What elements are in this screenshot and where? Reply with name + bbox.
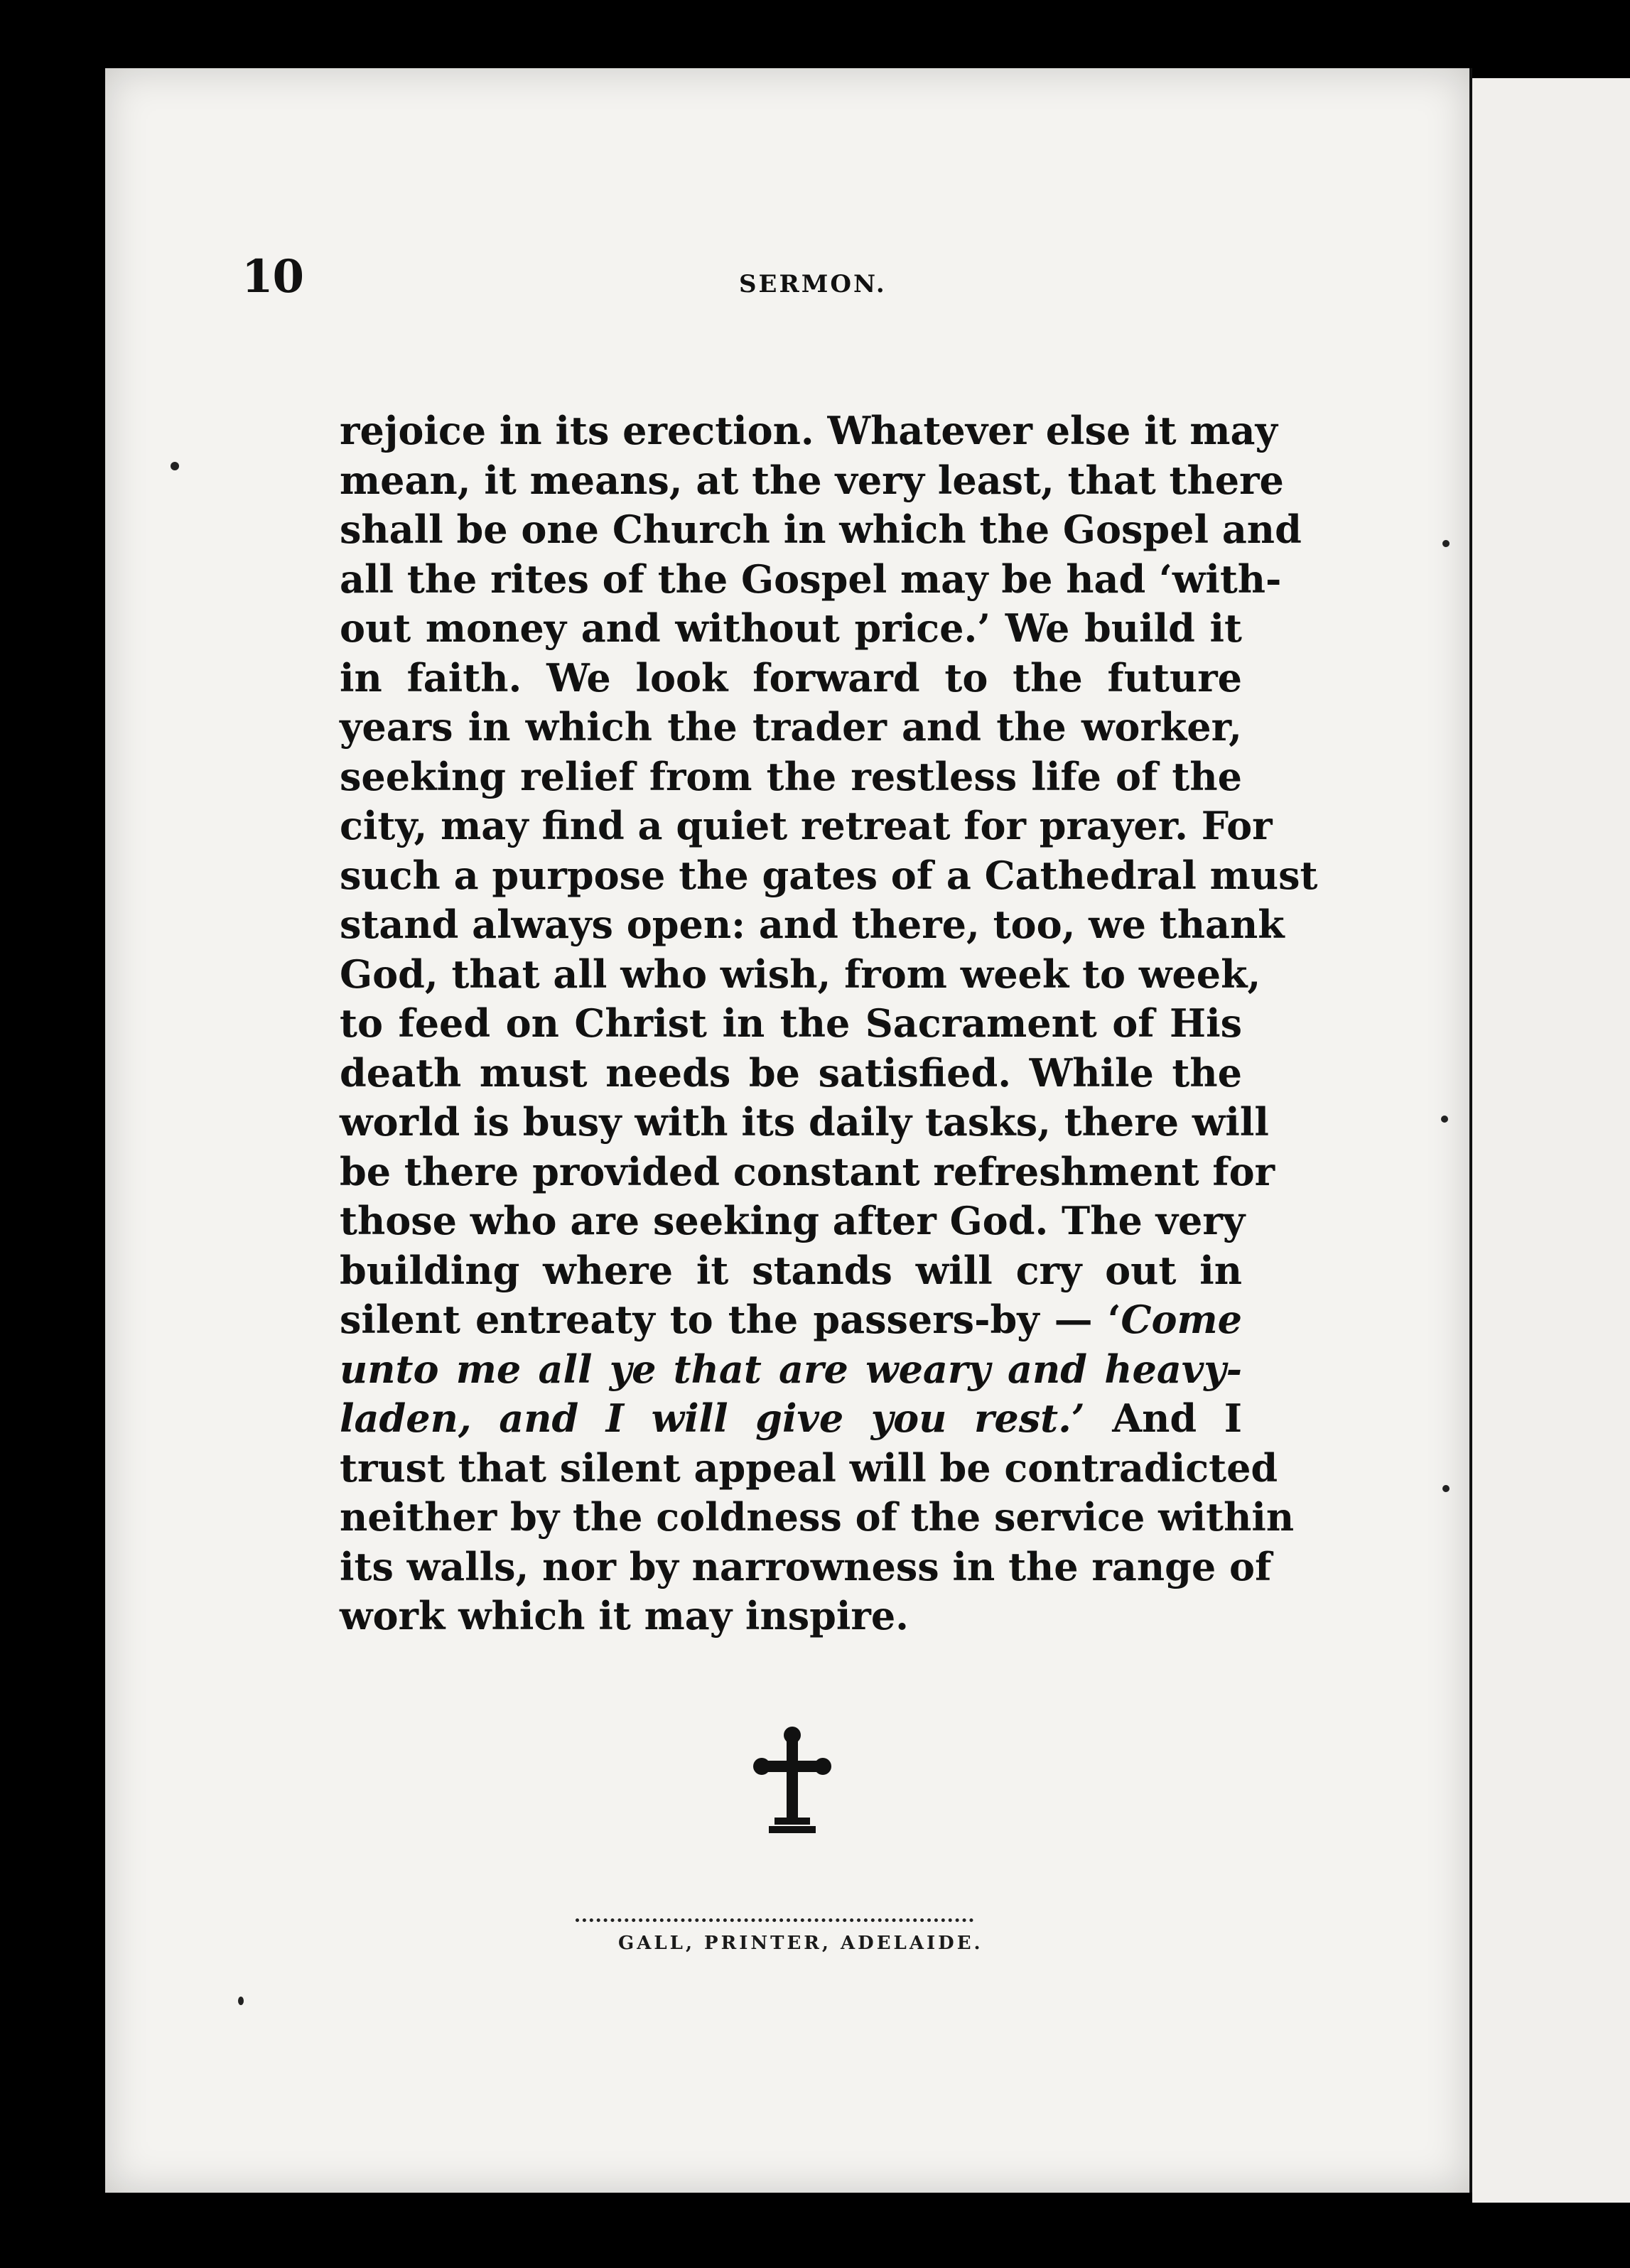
text-line: seeking relief from the restless life of the: [340, 753, 1242, 799]
ink-speck: [238, 1997, 244, 2005]
text-line-last: work which it may inspire.: [340, 1593, 909, 1638]
page-header: [242, 250, 1236, 321]
text-line: all the rites of the Gospel may be had ‘with-: [340, 556, 1282, 602]
text-line: death must needs be satisfied. While the: [340, 1049, 1242, 1096]
text-line: to feed on Christ in the Sacrament of His: [340, 1000, 1242, 1046]
text-line: shall be one Church in which the Gospel and: [340, 507, 1302, 552]
facing-page-edge: [1472, 78, 1630, 2203]
text-line: trust that silent appeal will be contradicted: [340, 1444, 1278, 1491]
text-line: mean, it means, at the very least, that there: [340, 457, 1284, 503]
text-line: God, that all who wish, from week to week,: [340, 951, 1261, 997]
text-line: its walls, nor by narrowness in the range of: [340, 1543, 1272, 1589]
quote-text: unto me all ye that are weary and heavy-: [340, 1346, 1242, 1392]
text-line-with-quote: [340, 1295, 1242, 1345]
text-line: such a purpose the gates of a Cathedral must: [340, 852, 1318, 898]
page-number: 10: [242, 250, 304, 303]
ink-speck: [1441, 1116, 1448, 1123]
text-line: out money and without price.’ We build it: [340, 605, 1242, 651]
text-line: world is busy with its daily tasks, there will: [340, 1099, 1269, 1145]
cross-ornament-icon: [753, 1727, 831, 1840]
ink-speck: [1442, 540, 1450, 547]
ink-speck: [171, 462, 179, 470]
quote-text: Come: [1121, 1297, 1242, 1342]
text-line: stand always open: and there, too, we thank: [340, 902, 1285, 947]
printer-imprint: GALL, PRINTER, ADELAIDE.: [618, 1933, 983, 1954]
text-line-with-quote: [340, 1394, 1242, 1444]
text-line: building where it stands will cry out in: [340, 1247, 1242, 1293]
sermon-text: [340, 406, 1318, 1641]
quote-continuation: And I: [1084, 1395, 1243, 1441]
text-line: rejoice in its erection. Whatever else it may: [340, 408, 1278, 453]
footer-rule: [576, 1918, 973, 1922]
quote-text: laden, and I will give you rest.’: [340, 1395, 1085, 1441]
text-line: city, may find a quiet retreat for prayer. For: [340, 803, 1273, 848]
text-line: in faith. We look forward to the future: [340, 654, 1242, 701]
quote-lead-in: silent entreaty to the passers-by — ‘: [340, 1297, 1121, 1342]
ink-speck: [1442, 1485, 1450, 1492]
text-line: years in which the trader and the worker,: [340, 704, 1242, 750]
text-line: neither by the coldness of the service within: [340, 1494, 1295, 1540]
text-line: be there provided constant refreshment for: [340, 1148, 1275, 1194]
text-line: those who are seeking after God. The very: [340, 1198, 1246, 1243]
running-head: SERMON.: [739, 270, 887, 298]
